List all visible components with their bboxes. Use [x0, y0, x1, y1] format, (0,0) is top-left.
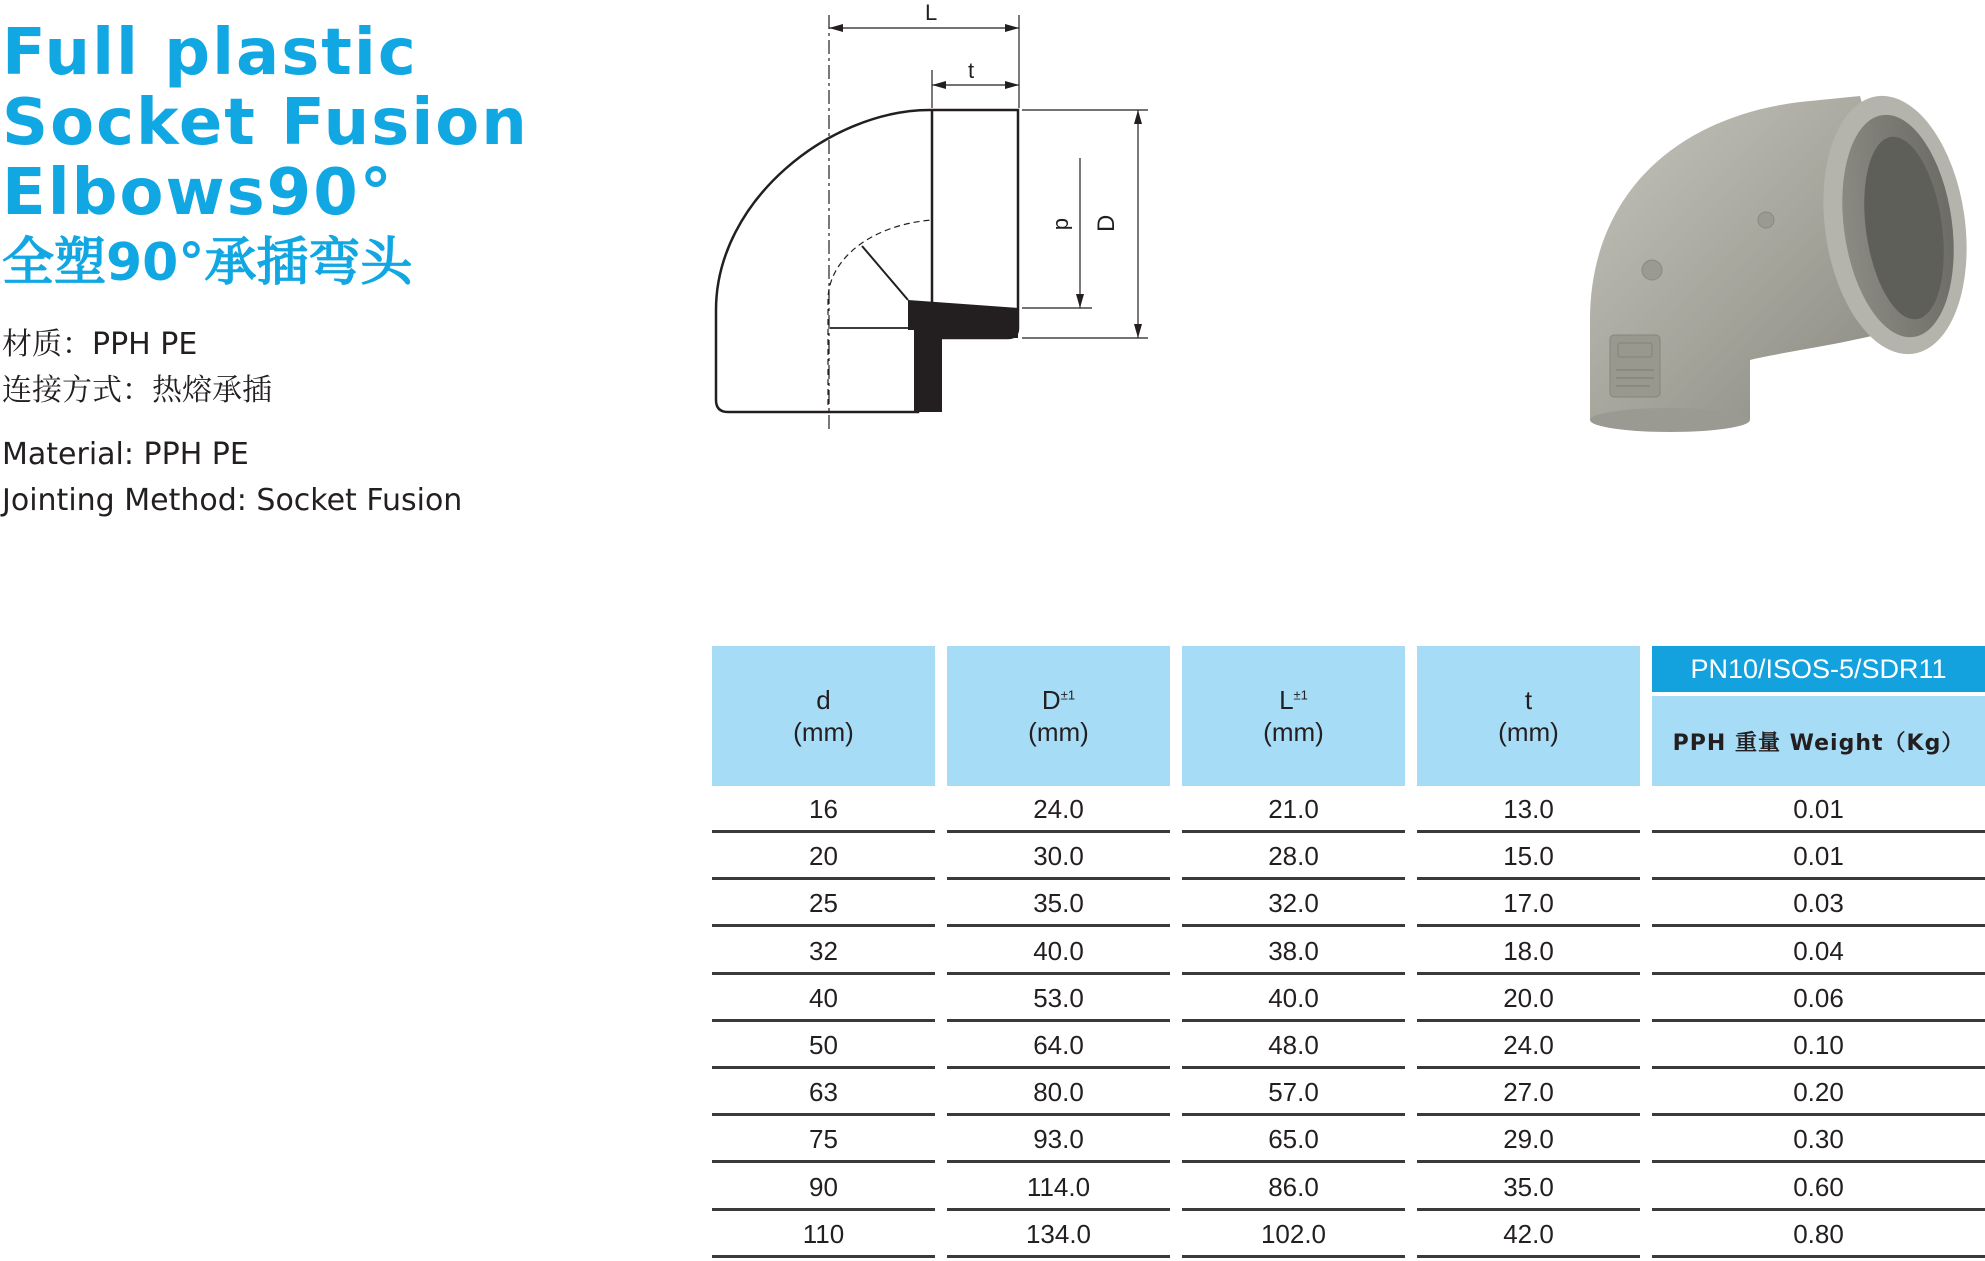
table-row: [712, 1164, 1985, 1211]
cell-t: 13.0: [1417, 786, 1640, 833]
cell-L: 102.0: [1182, 1211, 1405, 1258]
cell-t: 27.0: [1417, 1069, 1640, 1116]
header-d-unit: (mm): [793, 717, 854, 747]
cell-L: 21.0: [1182, 786, 1405, 833]
title-block: [2, 18, 529, 296]
cell-t: 20.0: [1417, 975, 1640, 1022]
bottom-socket: [1590, 408, 1750, 432]
cell-L: 57.0: [1182, 1069, 1405, 1116]
table-row: [712, 1022, 1985, 1069]
cell-L: 48.0: [1182, 1022, 1405, 1069]
cell-weight: 0.06: [1652, 975, 1985, 1022]
label-D: D: [1093, 214, 1120, 232]
table-row: [712, 1069, 1985, 1116]
joint-en-value: Socket Fusion: [256, 483, 463, 518]
cell-weight: 0.30: [1652, 1116, 1985, 1163]
specs: [2, 322, 462, 524]
title-en-line-1: Full plastic: [2, 16, 418, 90]
cell-L: 38.0: [1182, 928, 1405, 975]
title-en-line-3: Elbows90°: [2, 156, 394, 230]
cell-d: 16: [712, 786, 935, 833]
cell-D: 80.0: [947, 1069, 1170, 1116]
cell-weight: 0.01: [1652, 833, 1985, 880]
material-en-label: Material:: [2, 437, 144, 472]
cell-d: 20: [712, 833, 935, 880]
header-t-unit: (mm): [1498, 717, 1559, 747]
cell-t: 18.0: [1417, 928, 1640, 975]
cell-D: 30.0: [947, 833, 1170, 880]
cell-t: 35.0: [1417, 1164, 1640, 1211]
socket-wall: [908, 300, 1018, 412]
cell-weight: 0.60: [1652, 1164, 1985, 1211]
cell-weight: 0.10: [1652, 1022, 1985, 1069]
cell-d: 110: [712, 1211, 935, 1258]
cell-d: 25: [712, 880, 935, 927]
cell-D: 64.0: [947, 1022, 1170, 1069]
material-zh: [2, 322, 462, 368]
cell-t: 17.0: [1417, 880, 1640, 927]
cell-L: 86.0: [1182, 1164, 1405, 1211]
header-weight: PPH 重量 Weight（Kg）: [1652, 696, 1985, 786]
cell-L: 32.0: [1182, 880, 1405, 927]
cell-D: 114.0: [947, 1164, 1170, 1211]
material-en-value: PPH PE: [143, 437, 249, 472]
header-d: [712, 646, 935, 786]
header-pn-rating: PN10/ISOS-5/SDR11: [1652, 646, 1985, 692]
label-L: L: [925, 0, 938, 25]
elbow-product-image: [1560, 80, 1970, 440]
header-L-unit: (mm): [1263, 717, 1324, 747]
table-row: [712, 975, 1985, 1022]
cell-L: 65.0: [1182, 1116, 1405, 1163]
header-D-unit: (mm): [1028, 717, 1089, 747]
cell-d: 90: [712, 1164, 935, 1211]
header-D-tolerance: ±1: [1060, 687, 1076, 703]
elbow-technical-drawing: [700, 0, 1160, 440]
cell-D: 134.0: [947, 1211, 1170, 1258]
logo-plate: [1610, 335, 1660, 397]
table-row: [712, 880, 1985, 927]
cell-D: 35.0: [947, 880, 1170, 927]
cell-D: 53.0: [947, 975, 1170, 1022]
header-L: [1182, 646, 1405, 786]
material-en: [2, 432, 462, 478]
joint-zh-label: 连接方式：: [2, 373, 152, 408]
header-D: [947, 646, 1170, 786]
header-d-label: d: [816, 685, 831, 715]
header-t-label: t: [1524, 685, 1533, 715]
label-d: d: [1051, 218, 1076, 231]
cell-t: 42.0: [1417, 1211, 1640, 1258]
joint-en-label: Jointing Method:: [2, 483, 257, 518]
cell-d: 75: [712, 1116, 935, 1163]
title-zh: 全塑90°承插弯头: [2, 233, 413, 293]
cell-weight: 0.80: [1652, 1211, 1985, 1258]
cell-L: 28.0: [1182, 833, 1405, 880]
cell-d: 32: [712, 928, 935, 975]
table-row: [712, 833, 1985, 880]
header-L-tolerance: ±1: [1293, 687, 1308, 703]
joint-en: [2, 478, 462, 524]
cell-d: 63: [712, 1069, 935, 1116]
joint-zh: [2, 368, 462, 414]
cell-weight: 0.04: [1652, 928, 1985, 975]
cell-weight: 0.01: [1652, 786, 1985, 833]
cell-d: 40: [712, 975, 935, 1022]
table-body: [712, 786, 1985, 1258]
header-D-label: [1042, 684, 1075, 716]
cell-d: 50: [712, 1022, 935, 1069]
cell-t: 15.0: [1417, 833, 1640, 880]
cell-D: 40.0: [947, 928, 1170, 975]
title-en-line-2: Socket Fusion: [2, 86, 529, 160]
cell-D: 24.0: [947, 786, 1170, 833]
header-L-symbol: L: [1279, 685, 1294, 715]
header-t: [1417, 646, 1640, 786]
header-D-symbol: D: [1041, 685, 1061, 715]
header-L-label: [1279, 684, 1308, 716]
table-row: [712, 786, 1985, 833]
table-row: [712, 1116, 1985, 1163]
material-zh-label: 材质：: [2, 327, 92, 362]
cell-weight: 0.20: [1652, 1069, 1985, 1116]
table-row: [712, 1211, 1985, 1258]
table-row: [712, 928, 1985, 975]
chamfer-line: [862, 246, 908, 300]
cell-weight: 0.03: [1652, 880, 1985, 927]
cell-L: 40.0: [1182, 975, 1405, 1022]
material-zh-value: PPH PE: [92, 327, 198, 362]
table-header: [712, 646, 1985, 786]
cell-t: 24.0: [1417, 1022, 1640, 1069]
joint-zh-value: 热熔承插: [152, 373, 272, 408]
elbow-outline: [716, 110, 1018, 412]
cell-t: 29.0: [1417, 1116, 1640, 1163]
dimension-table: [712, 646, 1985, 1258]
cell-D: 93.0: [947, 1116, 1170, 1163]
label-t: t: [968, 58, 975, 83]
